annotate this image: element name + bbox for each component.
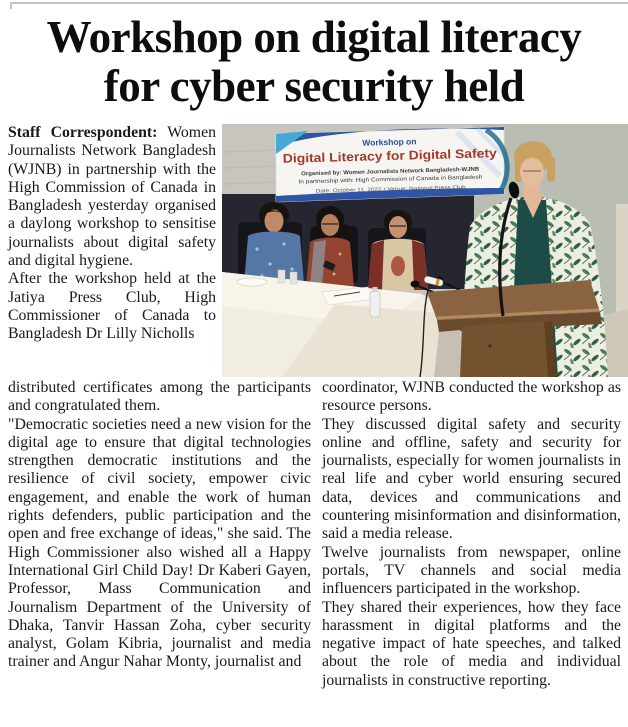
paragraph-experiences: They shared their experiences, how they face harassment in digital platforms and the negative impact of hate speeches, and talked about the role of media and individual journalists in constructive reporting.: [322, 598, 621, 689]
paragraph-2-continued: distributed certificates among the participants and congratulated them.: [8, 379, 311, 415]
top-rule-corner: [10, 2, 12, 9]
banner-date-venue: Date: October 11, 2022 • Venue: National Press Club: [315, 185, 434, 195]
article-headline: [0, 13, 628, 111]
workshop-photo: [222, 124, 628, 377]
banner-partner: In partnership with: High Commission of Canada in Bangladesh: [298, 175, 456, 186]
paragraph-discussion: They discussed digital safety and security online and offline, safety and security for journalists, especially for women journalists in real life and cyber world ensuring secured data, devices and communications and countering misinformation and disinformation, said a media release.: [322, 415, 621, 543]
byline-label: Staff Correspondent:: [8, 124, 158, 141]
workshop-banner: [276, 127, 507, 202]
column-left-wide: [8, 379, 311, 672]
headline-line-2: for cyber security held: [103, 61, 525, 111]
banner-kicker: Workshop on: [362, 136, 417, 148]
banner-title: Digital Literacy for Digital Safety: [282, 146, 476, 166]
paragraph-participants: Twelve journalists from newspaper, online portals, TV channels and social media influencers participated in the workshop.: [322, 543, 621, 598]
column-left-narrow: [8, 124, 216, 344]
banner-organiser: Organised by: Women Journalists Network Bangladesh-WJNB: [301, 166, 468, 178]
column-right: [322, 379, 621, 690]
headline-line-1: Workshop on digital literacy: [46, 12, 582, 62]
lead-text: Women Journalists Network Bangladesh (WJNB) in partnership with the High Commission of Canada in Bangladesh yesterday organised a daylong workshop to sensitise journalists about digital safety and digital hygiene.: [8, 124, 216, 270]
paragraph-quote: "Democratic societies need a new vision for the digital age to ensure that digital technologies strengthen democratic institutions and the resilience of civil society, empower civic engagement, and enable the work of human rights defenders, public participation and the open and free exchange of ideas," she said. The High Commissioner also wished all a Happy International Girl Child Day! Dr Kaberi Gayen, Professor, Mass Communication and Journalism Department of the University of Dhaka, Tanvir Hassan Zoha, cyber security analyst, Golam Kibria, journalist and media trainer and Angur Nahar Monty, journalist and: [8, 415, 311, 671]
plate: [237, 278, 267, 286]
glass: [278, 270, 285, 283]
paragraph-coordinator: coordinator, WJNB conducted the workshop as resource persons.: [322, 379, 621, 415]
paragraph-2-start: After the workshop held at the Jatiya Press Club, High Commissioner of Canada to Bangladesh Dr Lilly Nicholls: [8, 270, 216, 343]
glass: [290, 272, 297, 284]
speaker-face: [520, 158, 544, 187]
top-rule: [10, 2, 628, 4]
water-bottle: [370, 291, 380, 317]
lead-paragraph: [8, 124, 216, 270]
